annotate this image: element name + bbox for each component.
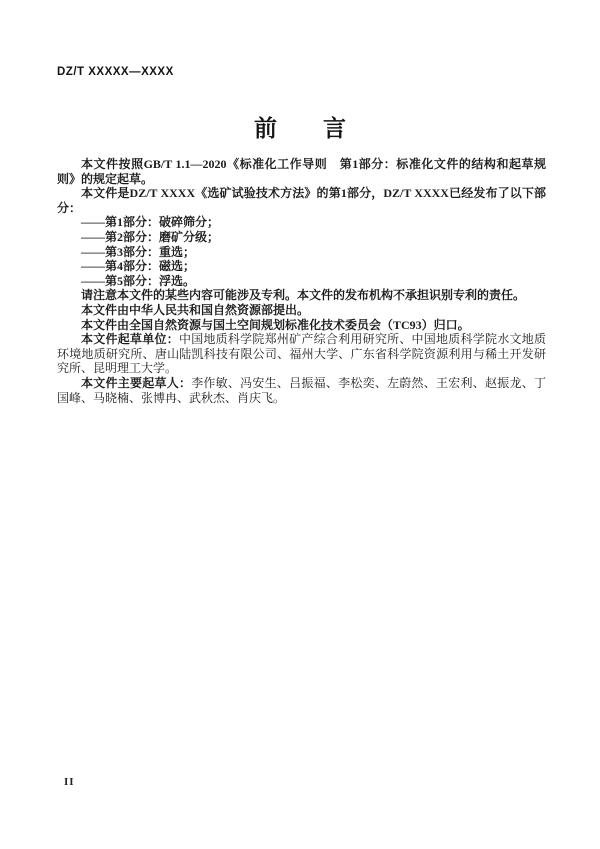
main-drafters-list: 李作敏、冯安生、吕振福、李松奕、左蔚然、王宏利、赵振龙、丁国峰、马晓楠、张博冉、武秋杰、肖庆飞。 <box>57 375 546 405</box>
main-drafters-label: 本文件主要起草人： <box>81 375 192 390</box>
list-item-part-3: ——第3部分：重选； <box>81 244 196 259</box>
list-item-part-5: ——第5部分：浮选。 <box>81 273 196 288</box>
paragraph-main-drafters <box>57 376 546 405</box>
paragraph-patent-notice: 请注意本文件的某些内容可能涉及专利。本文件的发布机构不承担识别专利的责任。 <box>81 288 526 303</box>
drafting-organizations-list: 中国地质科学院郑州矿产综合利用研究所、中国地质科学院水文地质环境地质研究所、唐山陆凯科技有限公司、福州大学、广东省科学院资源利用与稀土开发研究所、昆明理工大学。 <box>57 332 546 376</box>
list-item-part-4: ——第4部分：磁选； <box>81 259 196 274</box>
list-item-part-1: ——第1部分：破碎筛分； <box>81 215 220 230</box>
paragraph-drafting-organizations <box>57 332 546 376</box>
list-item-part-2: ——第2部分：磨矿分级； <box>81 229 220 244</box>
paragraph-proposed-by: 本文件由中华人民共和国自然资源部提出。 <box>81 302 310 317</box>
foreword-title: 前 言 <box>254 116 346 141</box>
paragraph-drafting-basis: 本文件按照GB/T 1.1—2020《标准化工作导则 第1部分：标准化文件的结构和起草规则》的规定起草。 <box>57 157 546 186</box>
drafting-organizations-label: 本文件起草单位： <box>81 332 179 347</box>
paragraph-series-intro: 本文件是DZ/T XXXX《选矿试验技术方法》的第1部分，DZ/T XXXX已经发布了以下部分： <box>57 186 546 215</box>
foreword-body <box>57 157 546 405</box>
document-number-header: DZ/T XXXXX—XXXX <box>57 66 174 78</box>
page-number: II <box>64 776 75 788</box>
paragraph-centralized-by: 本文件由全国自然资源与国土空间规划标准化技术委员会（TC93）归口。 <box>81 317 470 332</box>
